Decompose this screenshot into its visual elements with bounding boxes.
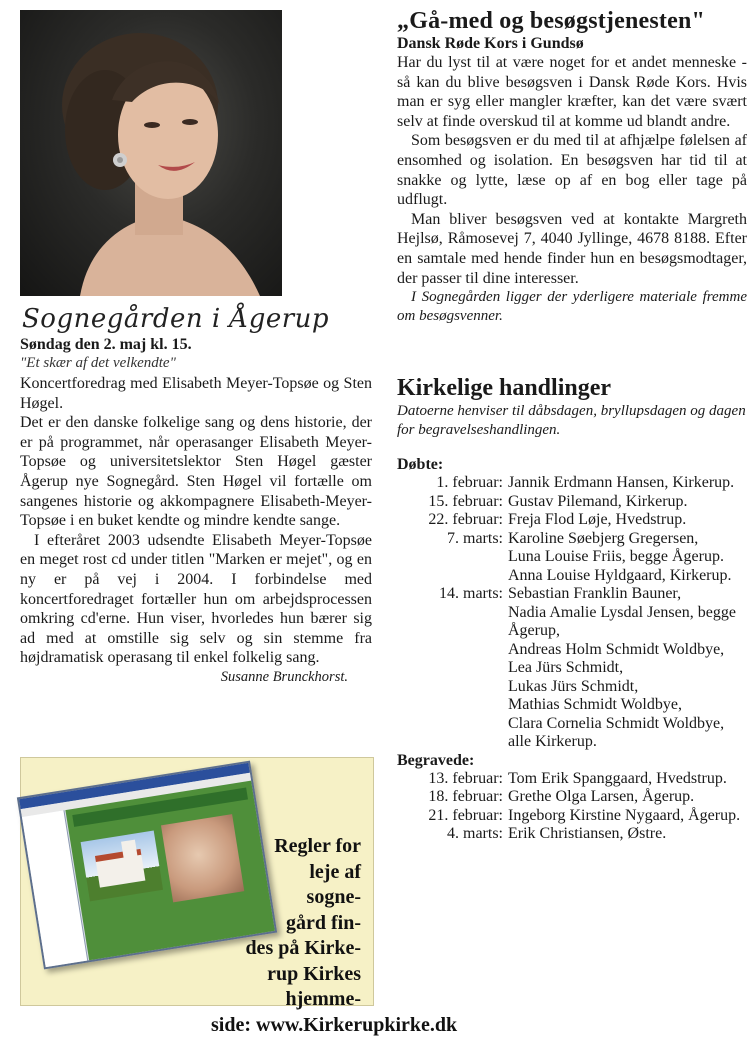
- entry-name: Gustav Pilemand, Kirkerup.: [508, 493, 747, 512]
- article-paragraph: Har du lyst til at være noget for et andet menneske - så kan du blive besøgsven i Dansk Røde Kors. Hvis man er syg eller mangler kræfter, kan det være svært selv at finde overskud til at komme ud blandt andre.: [397, 53, 747, 131]
- entry-date: 7. marts:: [397, 530, 508, 586]
- entry-name: Ingeborg Kirstine Nygaard, Ågerup.: [508, 807, 747, 826]
- entry-name: Lea Jürs Schmidt,: [508, 659, 747, 678]
- section-title: Kirkelige handlinger: [397, 374, 747, 402]
- entry-date: 18. februar:: [397, 788, 508, 807]
- ad-line: gård fin-: [211, 911, 361, 937]
- entry-name: Lukas Jürs Schmidt,: [508, 678, 747, 697]
- list-item: [397, 493, 747, 512]
- ad-line: des på Kirke-: [211, 936, 361, 962]
- list-item: [397, 807, 747, 826]
- entry-date: 15. februar:: [397, 493, 508, 512]
- author-signature: Susanne Brunckhorst.: [20, 669, 348, 686]
- entry-name: Mathias Schmidt Woldbye,: [508, 696, 747, 715]
- article-subtitle: Dansk Røde Kors i Gundsø: [397, 35, 747, 53]
- list-item: [397, 474, 747, 493]
- event-date: Søndag den 2. maj kl. 15.: [20, 336, 372, 354]
- entry-name: Luna Louise Friis, begge Ågerup.: [508, 548, 747, 567]
- entry-date: 13. februar:: [397, 770, 508, 789]
- entry-date: 22. februar:: [397, 511, 508, 530]
- list-item: [397, 788, 747, 807]
- ad-line: leje af: [211, 860, 361, 886]
- ad-line: Regler for: [211, 834, 361, 860]
- article-title: „Gå-med og besøgstjenesten": [397, 8, 747, 35]
- list-item: [397, 530, 747, 586]
- burials-label: Begravede:: [397, 752, 747, 770]
- ad-line: sogne-: [211, 885, 361, 911]
- event-paragraph: Det er den danske folkelige sang og dens historie, der er på programmet, når operasanger Elisabeth Meyer-Topsøe og universitetslektor Sten Høgel gæster Ågerup nye Sognegård. Sten Høgel vil fortælle om sangenes historie og akkompagnere Elisabeth-Meyer-Topsøe i en buket kendte og mindre kendte sange.: [20, 413, 372, 531]
- entry-name: Anna Louise Hyldgaard, Kirkerup.: [508, 567, 747, 586]
- entry-name: Grethe Olga Larsen, Ågerup.: [508, 788, 747, 807]
- entry-name: Erik Christiansen, Østre.: [508, 825, 747, 844]
- article-paragraph: Man bliver besøgsven ved at kontakte Margreth Hejlsø, Råmosevej 7, 4040 Jyllinge, 4678 8188. Efter en samtale med hende finder hun en besøgsmodtager, der passer til dine interesser.: [397, 210, 747, 288]
- list-item: [397, 770, 747, 789]
- entry-date: 4. marts:: [397, 825, 508, 844]
- entry-date: 21. februar:: [397, 807, 508, 826]
- article-note: I Sognegården ligger der yderligere materiale fremme om besøgsvenner.: [397, 288, 747, 326]
- portrait-illustration: [20, 10, 282, 296]
- right-column: [397, 8, 747, 844]
- event-quote: "Et skær af det velkendte": [20, 354, 372, 372]
- list-item: [397, 825, 747, 844]
- entry-date: 1. februar:: [397, 474, 508, 493]
- entry-name: Karoline Søebjerg Gregersen,: [508, 530, 747, 549]
- baptisms-list: [397, 474, 747, 752]
- entry-name: Andreas Holm Schmidt Woldbye,: [508, 641, 747, 660]
- ad-line: rup Kirkes hjemme-: [211, 962, 361, 1013]
- entry-name: Freja Flod Løje, Hvedstrup.: [508, 511, 747, 530]
- entry-name: Clara Cornelia Schmidt Woldbye, alle Kirkerup.: [508, 715, 747, 752]
- event-paragraph: I efteråret 2003 udsendte Elisabeth Meyer-Topsøe en meget rost cd under titlen "Marken er mejet", og en ny er på vej i 2004. I forbindelse med koncertforedraget fortæller hun om arbejdsprocessen omkring cd'erne. Hun viser, hvorledes hun bærer sig ad med at omstille sig selv og sin stemme fra højdramatisk operasang til enkel folkelig sang.: [20, 531, 372, 668]
- section-intro: Datoerne henviser til dåbsdagen, bryllupsdagen og dagen for begravelseshandlingen.: [397, 402, 747, 440]
- entry-name: Nadia Amalie Lysdal Jensen, begge Ågerup,: [508, 604, 747, 641]
- advertisement-text: [211, 834, 361, 1038]
- event-title: Sognegården i Ågerup: [22, 304, 372, 334]
- list-item: [397, 511, 747, 530]
- portrait-photo: [20, 10, 282, 296]
- website-advertisement: [20, 757, 374, 1006]
- left-column: [20, 10, 372, 686]
- burials-list: [397, 770, 747, 844]
- event-paragraph: Koncertforedrag med Elisabeth Meyer-Topsøe og Sten Høgel.: [20, 374, 372, 413]
- entry-name: Jannik Erdmann Hansen, Kirkerup.: [508, 474, 747, 493]
- entry-name: Tom Erik Spanggaard, Hvedstrup.: [508, 770, 747, 789]
- ad-line: side: www.Kirkerupkirke.dk: [211, 1013, 361, 1038]
- entry-date: 14. marts:: [397, 585, 508, 752]
- list-item: [397, 585, 747, 752]
- baptisms-label: Døbte:: [397, 456, 747, 474]
- entry-name: Sebastian Franklin Bauner,: [508, 585, 747, 604]
- article-paragraph: Som besøgsven er du med til at afhjælpe følelsen af ensomhed og isolation. En besøgsven har tid til at snakke og lytte, læse op af en bog eller tage på udflugt.: [397, 131, 747, 209]
